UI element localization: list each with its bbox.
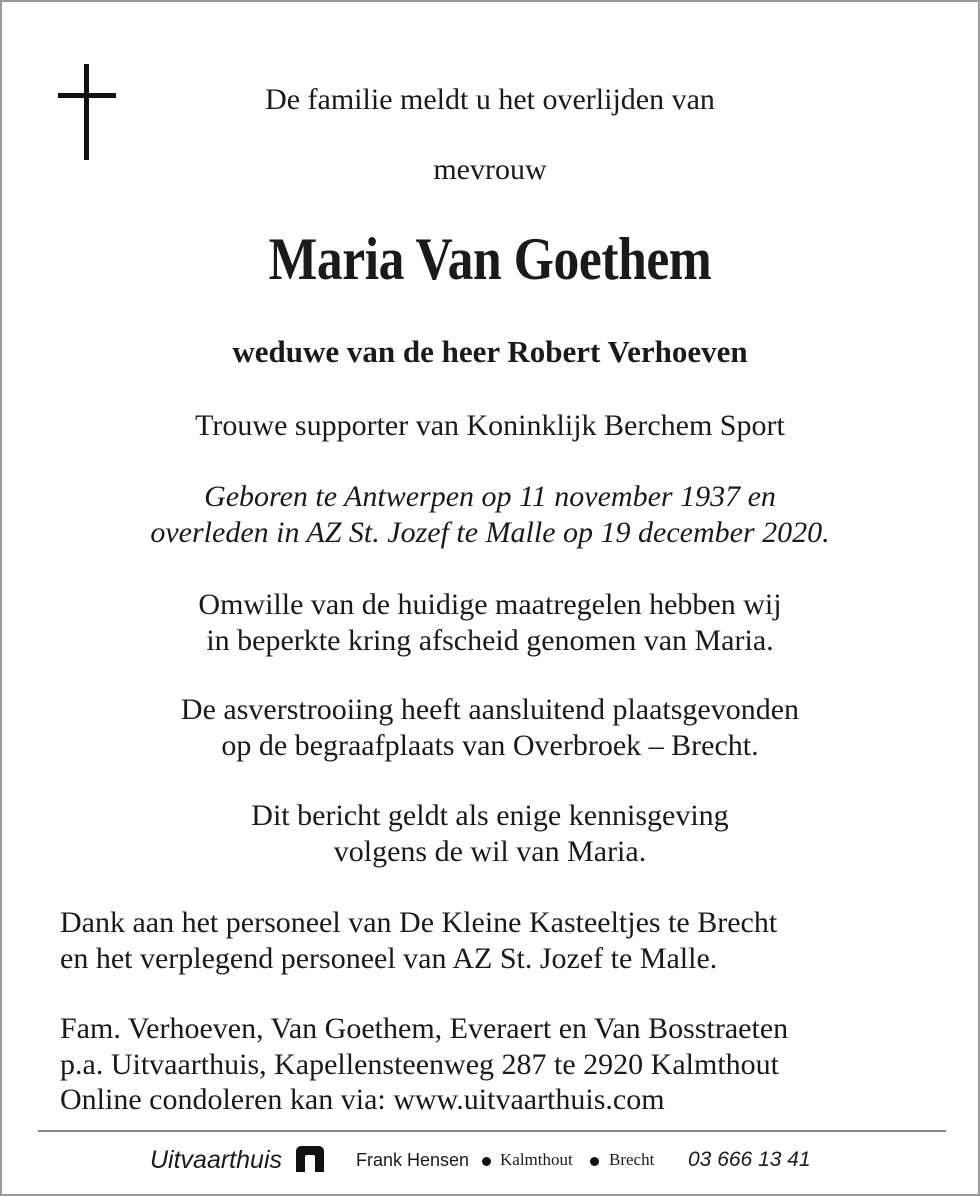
- family-line-2: p.a. Uitvaarthuis, Kapellensteenweg 287 te 2920 Kalmthout: [60, 1048, 779, 1081]
- family-line-3: Online condoleren kan via: www.uitvaarthuis.com: [60, 1083, 665, 1116]
- scatter-line-2: op de begraafplaats van Overbroek – Brecht.: [221, 729, 759, 762]
- widow-of-text: weduwe van de heer Robert Verhoeven: [232, 334, 748, 369]
- footer-location-1: Kalmthout: [500, 1150, 573, 1169]
- thanks-line-1: Dank aan het personeel van De Kleine Kasteeltjes te Brecht: [60, 906, 778, 939]
- notice-line-2: volgens de wil van Maria.: [333, 835, 647, 868]
- salutation: mevrouw: [433, 153, 547, 186]
- bullet-icon: [590, 1157, 599, 1166]
- thanks-line-2: en het verplegend personeel van AZ St. Jozef te Malle.: [60, 942, 718, 975]
- intro-text: De familie meldt u het overlijden van: [265, 83, 715, 116]
- birth-line-1: Geboren te Antwerpen op 11 november 1937 en: [204, 480, 776, 513]
- supporter-text: Trouwe supporter van Koninklijk Berchem Sport: [195, 409, 785, 442]
- family-line-1: Fam. Verhoeven, Van Goethem, Everaert en Van Bosstraeten: [60, 1012, 789, 1045]
- measures-line-2: in beperkte kring afscheid genomen van Maria.: [206, 624, 774, 657]
- footer: [2, 1142, 978, 1182]
- scatter-line-1: De asverstrooiing heeft aansluitend plaatsgevonden: [180, 693, 800, 726]
- footer-divider: [38, 1130, 946, 1132]
- footer-phone: 03 666 13 41: [688, 1148, 811, 1171]
- birth-line-2: overleden in AZ St. Jozef te Malle op 19 december 2020.: [150, 516, 830, 549]
- footer-person: Frank Hensen: [356, 1150, 470, 1170]
- bullet-icon: [482, 1157, 491, 1166]
- measures-line-1: Omwille van de huidige maatregelen hebben wij: [198, 588, 782, 621]
- footer-brand: Uitvaarthuis: [150, 1146, 282, 1174]
- deceased-name: Maria Van Goethem: [268, 226, 712, 292]
- notice-line-1: Dit bericht geldt als enige kennisgeving: [251, 799, 729, 832]
- uitvaarthuis-logo-icon: [296, 1146, 324, 1172]
- footer-location-2: Brecht: [609, 1150, 655, 1169]
